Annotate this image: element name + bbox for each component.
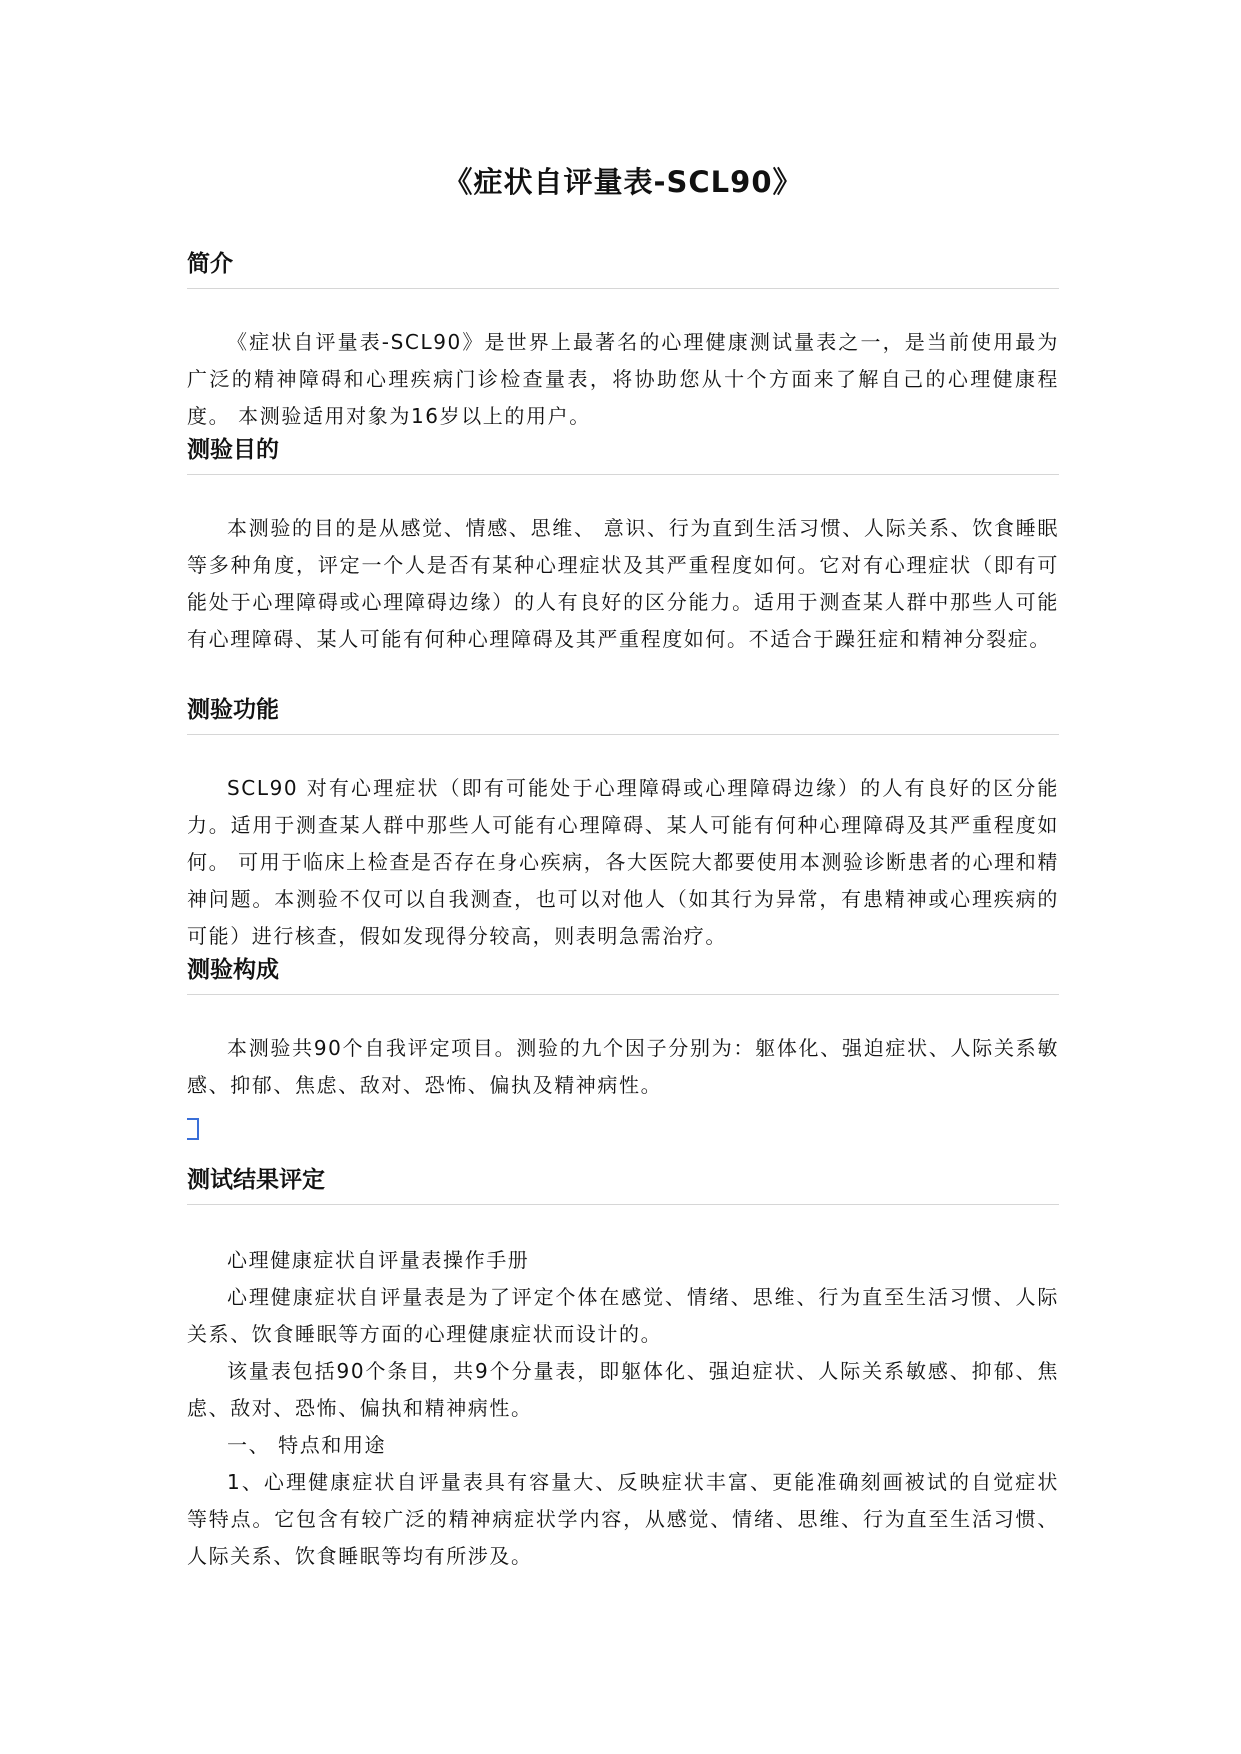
section-paragraph-function: SCL90 对有心理症状（即有可能处于心理障碍或心理障碍边缘）的人有良好的区分能力。适用于测查某人群中那些人可能有心理障碍、某人可能有何种心理障碍及其严重程度如何。 可用于临床上检查是否存在身心疾病，各大医院大都要使用本测验诊断患者的心理和精神问题。本测验不仅可以自我测查，也可以对他人（如其行为异常，有患精神或心理疾病的可能）进行核查，假如发现得分较高，则表明急需治疗。 [187,776,1059,948]
section-paragraph-intro: 《症状自评量表-SCL90》是世界上最著名的心理健康测试量表之一，是当前使用最为广泛的精神障碍和心理疾病门诊检查量表，将协助您从十个方面来了解自己的心理健康程度。 本测验适用对象为16岁以上的用户。 [187,330,1059,428]
results-line-manual-title: 心理健康症状自评量表操作手册 [227,1248,530,1272]
section-paragraph-purpose: 本测验的目的是从感觉、情感、思维、 意识、行为直到生活习惯、人际关系、饮食睡眠等多种角度，评定一个人是否有某种心理症状及其严重程度如何。它对有心理症状（即有可能处于心理障碍或心理障碍边缘）的人有良好的区分能力。适用于测查某人群中那些人可能有心理障碍、某人可能有何种心理障碍及其严重程度如何。不适合于躁狂症和精神分裂症。 [187,516,1059,651]
bracket-mark [187,1118,199,1140]
section-heading-intro: 简介 [187,248,1059,289]
section-heading-purpose: 测验目的 [187,434,1059,475]
results-line-feature-heading: 一、 特点和用途 [227,1433,387,1457]
section-heading-structure: 测验构成 [187,954,1059,995]
section-heading-function: 测验功能 [187,694,1059,735]
section-paragraph-structure: 本测验共90个自我评定项目。测验的九个因子分别为：躯体化、强迫症状、人际关系敏感、抑郁、焦虑、敌对、恐怖、偏执及精神病性。 [187,1036,1059,1097]
document-title: 《症状自评量表-SCL90》 [443,165,803,199]
results-line-purpose: 心理健康症状自评量表是为了评定个体在感觉、情绪、思维、行为直至生活习惯、人际关系、饮食睡眠等方面的心理健康症状而设计的。 [187,1285,1059,1346]
results-line-items: 该量表包括90个条目，共9个分量表，即躯体化、强迫症状、人际关系敏感、抑郁、焦虑、敌对、恐怖、偏执和精神病性。 [187,1359,1059,1420]
section-heading-results: 测试结果评定 [187,1164,1059,1205]
results-line-feature-1: 1、心理健康症状自评量表具有容量大、反映症状丰富、更能准确刻画被试的自觉症状等特点。它包含有较广泛的精神病症状学内容，从感觉、情绪、思维、行为直至生活习惯、人际关系、饮食睡眠等均有所涉及。 [187,1470,1059,1568]
